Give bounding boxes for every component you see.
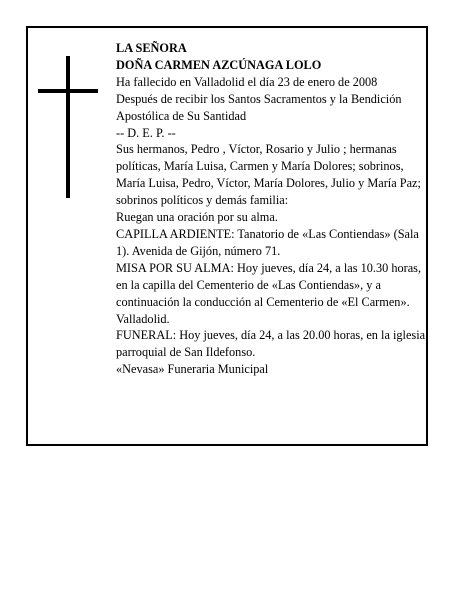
cross-horizontal-bar xyxy=(38,89,98,93)
rip-line: -- D. E. P. -- xyxy=(116,125,176,140)
chapel-info: CAPILLA ARDIENTE: Tanatorio de «Las Contiendas» (Sala 1). Avenida de Gijón, número 71. xyxy=(116,226,419,258)
latin-cross-icon xyxy=(38,56,98,198)
deceased-name: DOÑA CARMEN AZCÚNAGA LOLO xyxy=(116,57,322,72)
funeral-home: «Nevasa» Funeraria Municipal xyxy=(116,362,269,377)
cross-vertical-bar xyxy=(66,56,70,198)
notice-title: LA SEÑORA xyxy=(116,41,187,55)
notice-text xyxy=(116,40,430,378)
sacraments-statement: Después de recibir los Santos Sacramentos y la Bendición Apostólica de Su Santidad xyxy=(116,91,402,123)
prayer-request: Ruegan una oración por su alma. xyxy=(116,210,278,225)
obituary-notice xyxy=(26,26,428,446)
funeral-info: FUNERAL: Hoy jueves, día 24, a las 20.00 horas, en la iglesia parroquial de San Ildefonso. xyxy=(116,328,426,360)
family-list: Sus hermanos, Pedro , Víctor, Rosario y Julio ; hermanas políticas, María Luisa, Carmen y María Dolores; sobrinos, María Luisa, Pedro, Víctor, María Dolores, Julio y María Paz; sobrinos políticos y demás familia: xyxy=(116,142,421,208)
mass-info: MISA POR SU ALMA: Hoy jueves, día 24, a las 10.30 horas, en la capilla del Cementerio de «Las Contiendas», y a continuación la conducción al Cementerio de «El Carmen». Valladolid. xyxy=(116,260,422,326)
death-statement: Ha fallecido en Valladolid el día 23 de enero de 2008 xyxy=(116,74,378,89)
